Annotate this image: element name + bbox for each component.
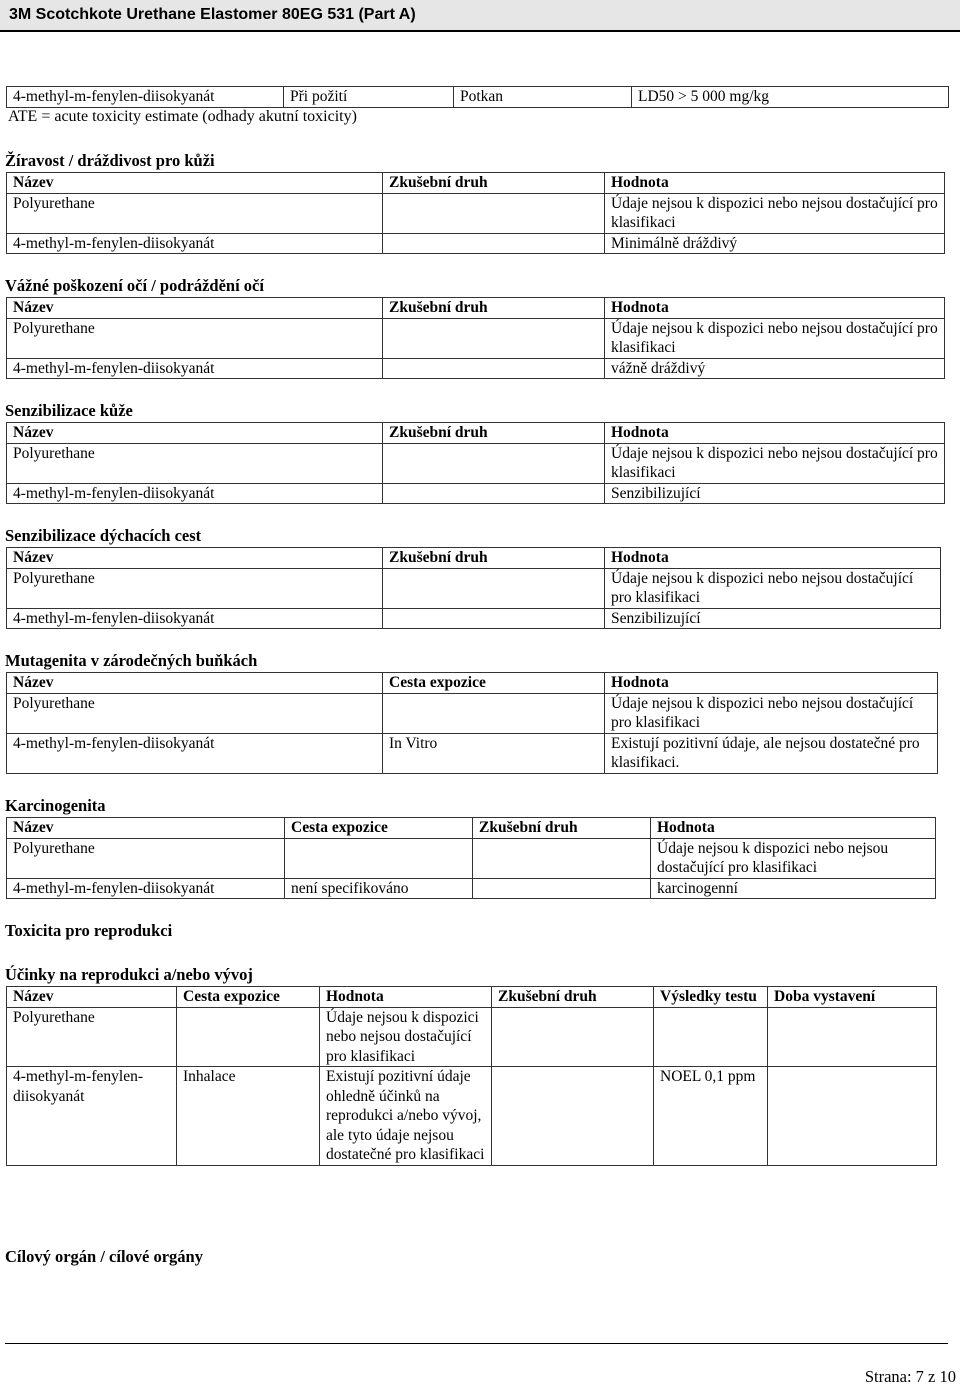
table-cell: LD50 > 5 000 mg/kg (632, 87, 949, 108)
table-row (7, 1007, 937, 1067)
table-cell (768, 1007, 937, 1067)
carcinogenicity-table (6, 817, 936, 899)
document-header (0, 0, 960, 32)
table-cell (383, 193, 605, 233)
table-cell (492, 1067, 654, 1166)
table-cell: Existují pozitivní údaje ohledně účinků na reprodukci a/nebo vývoj, ale tyto údaje nejsou dostatečné pro klasifikaci (320, 1067, 492, 1166)
table-cell (383, 483, 605, 504)
table-cell (768, 1067, 937, 1166)
table-cell (383, 358, 605, 379)
column-header: Cesta expozice (383, 673, 605, 694)
section-title-reproductive-toxicity: Toxicita pro reprodukci (5, 921, 173, 940)
table-cell: Údaje nejsou k dispozici nebo nejsou dostačující pro klasifikaci (605, 318, 945, 358)
table-cell (177, 1007, 320, 1067)
respiratory-sensitisation-table (6, 547, 941, 629)
table-row (7, 358, 945, 379)
column-header: Název (7, 298, 383, 319)
table-cell: Polyurethane (7, 693, 383, 733)
table-row (7, 318, 945, 358)
column-header: Hodnota (605, 298, 945, 319)
table-cell: Údaje nejsou k dispozici nebo nejsou dostačující pro klasifikaci (605, 568, 941, 608)
page-number: Strana: 7 z 10 (864, 1367, 956, 1386)
mutagenicity-table (6, 672, 938, 774)
table-cell: Minimálně dráždivý (605, 233, 945, 254)
table-cell: 4-methyl-m-fenylen-diisokyanát (7, 878, 285, 899)
column-header: Hodnota (605, 673, 938, 694)
table-row (7, 608, 941, 629)
table-header-row (7, 818, 936, 839)
table-cell: Údaje nejsou k dispozici nebo nejsou dostačující pro klasifikaci (605, 443, 945, 483)
section-title-mutagenicity: Mutagenita v zárodečných buňkách (5, 651, 258, 670)
table-cell (383, 568, 605, 608)
table-header-row (7, 423, 945, 444)
table-header-row (7, 987, 937, 1008)
column-header: Hodnota (605, 423, 945, 444)
table-cell: 4-methyl-m-fenylen-diisokyanát (7, 358, 383, 379)
table-cell (383, 608, 605, 629)
column-header: Doba vystavení (768, 987, 937, 1008)
table-cell: NOEL 0,1 ppm (654, 1067, 768, 1166)
table-row (7, 733, 938, 773)
table-cell: 4-methyl-m-fenylen-diisokyanát (7, 608, 383, 629)
table-row (7, 193, 945, 233)
table-header-row (7, 673, 938, 694)
eye-damage-table (6, 297, 945, 379)
table-row (7, 87, 949, 108)
table-cell (473, 838, 651, 878)
table-cell: 4-methyl-m-fenylen-diisokyanát (7, 87, 284, 108)
table-cell: 4-methyl-m-fenylen-diisokyanát (7, 483, 383, 504)
table-cell: Polyurethane (7, 1007, 177, 1067)
table-cell (654, 1007, 768, 1067)
table-cell (383, 443, 605, 483)
column-header: Zkušební druh (473, 818, 651, 839)
acute-toxicity-table (6, 86, 949, 108)
column-header: Zkušební druh (383, 548, 605, 569)
column-header: Název (7, 818, 285, 839)
table-cell: In Vitro (383, 733, 605, 773)
section-title-carcinogenicity: Karcinogenita (5, 796, 106, 815)
column-header: Název (7, 673, 383, 694)
column-header: Hodnota (320, 987, 492, 1008)
section-title-target-organs: Cílový orgán / cílové orgány (5, 1247, 203, 1266)
table-cell: Polyurethane (7, 568, 383, 608)
table-cell: Polyurethane (7, 193, 383, 233)
table-row (7, 233, 945, 254)
column-header: Název (7, 548, 383, 569)
table-cell: Inhalace (177, 1067, 320, 1166)
ate-note: ATE = acute toxicity estimate (odhady akutní toxicity) (8, 108, 357, 125)
column-header: Hodnota (605, 548, 941, 569)
section-title-skin-sensitisation: Senzibilizace kůže (5, 401, 133, 420)
column-header: Cesta expozice (285, 818, 473, 839)
table-cell: Potkan (454, 87, 632, 108)
section-title-eye-damage: Vážné poškození očí / podráždění očí (5, 276, 264, 295)
table-header-row (7, 548, 941, 569)
table-cell: Polyurethane (7, 318, 383, 358)
table-cell (473, 878, 651, 899)
table-row (7, 483, 945, 504)
table-cell: Polyurethane (7, 838, 285, 878)
table-cell: Při požití (284, 87, 454, 108)
column-header: Cesta expozice (177, 987, 320, 1008)
table-row (7, 568, 941, 608)
table-cell: 4-methyl-m-fenylen-diisokyanát (7, 1067, 177, 1166)
table-row (7, 1067, 937, 1166)
table-cell: Senzibilizující (605, 608, 941, 629)
table-cell: 4-methyl-m-fenylen-diisokyanát (7, 233, 383, 254)
section-title-respiratory-sensitisation: Senzibilizace dýchacích cest (5, 526, 202, 545)
table-cell: 4-methyl-m-fenylen-diisokyanát (7, 733, 383, 773)
table-row (7, 443, 945, 483)
table-header-row (7, 173, 945, 194)
table-cell (492, 1007, 654, 1067)
column-header: Název (7, 423, 383, 444)
reproduction-effects-table (6, 986, 937, 1166)
table-row (7, 693, 938, 733)
column-header: Zkušební druh (492, 987, 654, 1008)
column-header: Zkušební druh (383, 423, 605, 444)
section-title-skin-corrosion: Žíravost / dráždivost pro kůži (5, 151, 215, 170)
table-cell (383, 693, 605, 733)
table-row (7, 878, 936, 899)
table-cell: vážně dráždivý (605, 358, 945, 379)
table-cell (383, 233, 605, 254)
column-header: Výsledky testu (654, 987, 768, 1008)
column-header: Hodnota (651, 818, 936, 839)
skin-corrosion-table (6, 172, 945, 254)
table-cell (285, 838, 473, 878)
table-header-row (7, 298, 945, 319)
table-cell: Údaje nejsou k dispozici nebo nejsou dostačující pro klasifikaci (605, 193, 945, 233)
column-header: Zkušební druh (383, 298, 605, 319)
table-cell: není specifikováno (285, 878, 473, 899)
skin-sensitisation-table (6, 422, 945, 504)
table-row (7, 838, 936, 878)
column-header: Název (7, 173, 383, 194)
column-header: Zkušební druh (383, 173, 605, 194)
table-cell: Senzibilizující (605, 483, 945, 504)
section-title-reproduction-effects: Účinky na reprodukci a/nebo vývoj (5, 965, 253, 984)
footer-divider (5, 1343, 948, 1344)
document-title: 3M Scotchkote Urethane Elastomer 80EG 531 (Part A) (9, 6, 416, 23)
table-cell: Údaje nejsou k dispozici nebo nejsou dostačující pro klasifikaci (320, 1007, 492, 1067)
table-cell: Existují pozitivní údaje, ale nejsou dostatečné pro klasifikaci. (605, 733, 938, 773)
table-cell: karcinogenní (651, 878, 936, 899)
table-cell: Údaje nejsou k dispozici nebo nejsou dostačující pro klasifikaci (651, 838, 936, 878)
table-cell: Polyurethane (7, 443, 383, 483)
column-header: Hodnota (605, 173, 945, 194)
table-cell: Údaje nejsou k dispozici nebo nejsou dostačující pro klasifikaci (605, 693, 938, 733)
column-header: Název (7, 987, 177, 1008)
table-cell (383, 318, 605, 358)
